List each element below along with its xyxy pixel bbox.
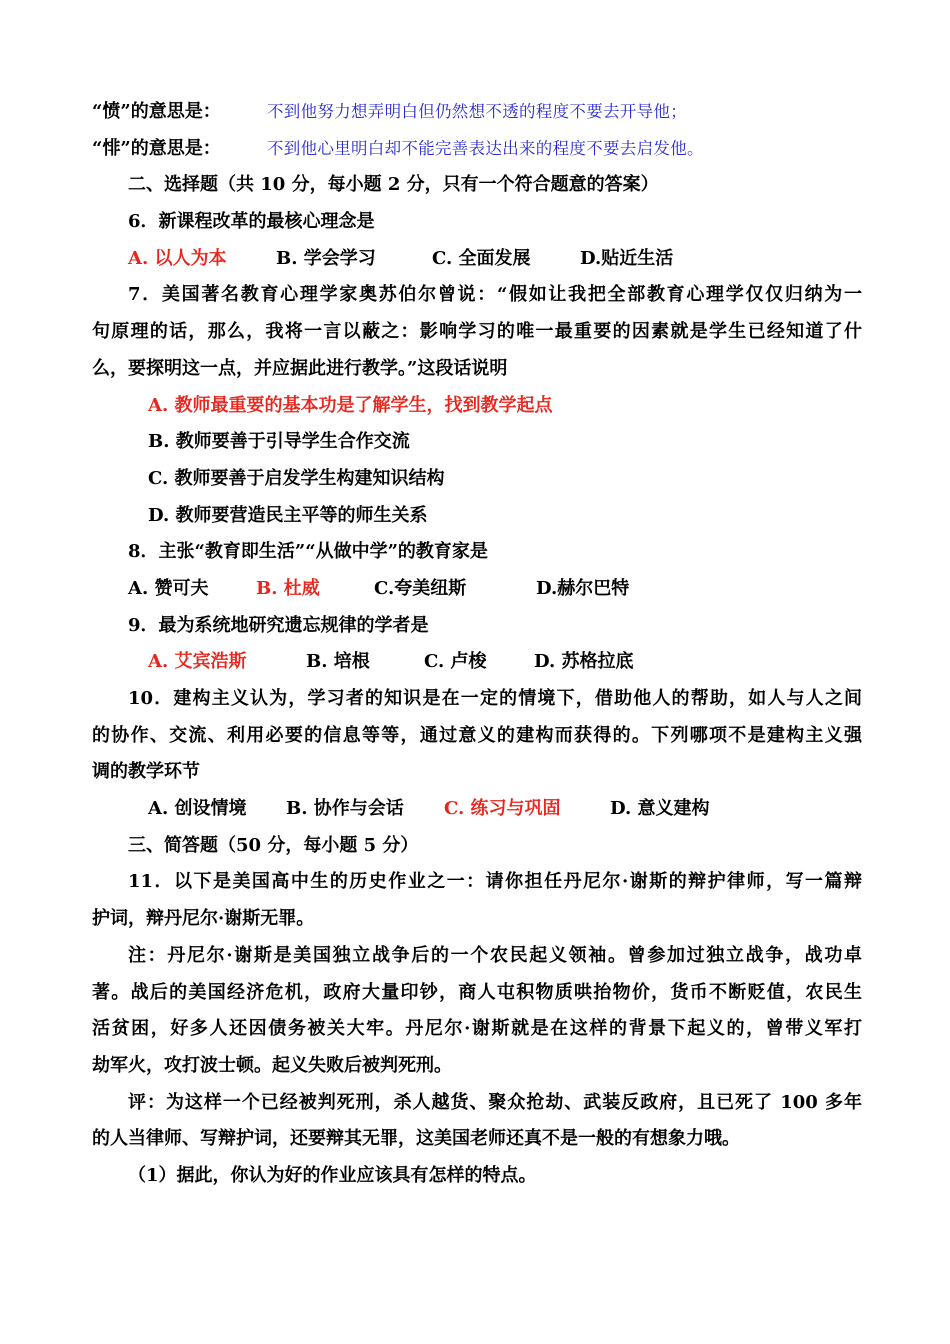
- option-d: D. 教师要营造民主平等的师生关系: [148, 504, 428, 526]
- question-stem-line: 么，要探明这一点，并应据此进行教学。”这段话说明: [92, 357, 508, 379]
- sub-question: （1）据此，你认为好的作业应该具有怎样的特点。: [128, 1164, 537, 1186]
- option-b: B. 培根: [306, 651, 370, 673]
- exam-page: [92, 94, 862, 1195]
- question-stem-line: 调的教学环节: [92, 761, 200, 783]
- option-d: D.贴近生活: [580, 247, 674, 269]
- option-b: B. 杜威: [256, 577, 320, 599]
- option-c: C.夸美纽斯: [374, 577, 467, 599]
- section-title: 三、简答题（50 分，每小题 5 分）: [128, 834, 419, 856]
- option-a: A. 艾宾浩斯: [148, 651, 247, 673]
- option-c: C. 全面发展: [432, 247, 531, 269]
- option-row: [92, 791, 862, 828]
- section-title: 二、选择题（共 10 分，每小题 2 分，只有一个符合题意的答案）: [128, 174, 659, 196]
- option-a: A. 赞可夫: [128, 577, 209, 599]
- note-line: 活贫困，好多人还因债务被关大牢。丹尼尔·谢斯就是在这样的背景下起义的，曾带义军打: [92, 1018, 862, 1040]
- note-paragraph: 注：丹尼尔·谢斯是美国独立战争后的一个农民起义领袖。曾参加过独立战争，战功卓: [128, 944, 862, 966]
- question-stem: 11．以下是美国高中生的历史作业之一：请你担任丹尼尔·谢斯的辩护律师，写一篇辩: [128, 871, 862, 893]
- note-line: 劫军火，攻打波士顿。起义失败后被判死刑。: [92, 1054, 452, 1076]
- definition-answer: 不到他心里明白却不能完善表达出来的程度不要去启发他。: [267, 138, 704, 158]
- option-d: D. 苏格拉底: [534, 651, 634, 673]
- question-stem-line: 句原理的话，那么，我将一言以蔽之：影响学习的唯一最重要的因素就是学生已经知道了什: [92, 321, 862, 343]
- comment-paragraph: 评：为这样一个已经被判死刑，杀人越货、聚众抢劫、武装反政府，且已死了 100 多年: [128, 1091, 862, 1113]
- question-stem: 6．新课程改革的最核心理念是: [128, 211, 375, 233]
- definition-answer: 不到他努力想弄明白但仍然想不透的程度不要去开导他；: [267, 102, 687, 121]
- option-row: [92, 571, 862, 608]
- option-a: A. 以人为本: [128, 247, 227, 269]
- option-d: D. 意义建构: [610, 798, 710, 820]
- option-a: A. 教师最重要的基本功是了解学生，找到教学起点: [148, 394, 553, 416]
- comment-line: 的人当律师、写辩护词，还要辩其无罪，这美国老师还真不是一般的有想象力哦。: [92, 1128, 740, 1150]
- option-row: [92, 644, 862, 681]
- option-b: B. 协作与会话: [286, 798, 404, 820]
- option-a: A. 创设情境: [148, 798, 247, 820]
- option-c: C. 教师要善于启发学生构建知识结构: [148, 467, 445, 489]
- question-stem-line: 护词，辩丹尼尔·谢斯无罪。: [92, 908, 315, 930]
- definition-line: [92, 94, 862, 131]
- definition-label: “悱”的意思是：: [92, 137, 221, 159]
- option-c: C. 卢梭: [424, 651, 487, 673]
- option-row: [92, 241, 862, 278]
- note-line: 著。战后的美国经济危机，政府大量印钞，商人屯积物质哄抬物价，货币不断贬值，农民生: [92, 981, 862, 1003]
- question-stem-line: 的协作、交流、利用必要的信息等等，通过意义的建构而获得的。下列哪项不是建构主义强: [92, 724, 862, 746]
- option-c: C. 练习与巩固: [444, 798, 561, 820]
- option-b: B. 学会学习: [276, 247, 376, 269]
- question-stem: 8．主张“教育即生活”“从做中学”的教育家是: [128, 541, 488, 563]
- question-stem: 10．建构主义认为，学习者的知识是在一定的情境下，借助他人的帮助，如人与人之间: [128, 688, 862, 709]
- option-d: D.赫尔巴特: [536, 577, 630, 599]
- question-stem: 9．最为系统地研究遗忘规律的学者是: [128, 614, 429, 636]
- question-stem: 7．美国著名教育心理学家奥苏伯尔曾说：“假如让我把全部教育心理学仅仅归纳为一: [128, 284, 862, 306]
- option-b: B. 教师要善于引导学生合作交流: [148, 431, 410, 453]
- definition-line: [92, 131, 862, 168]
- definition-label: “愤”的意思是：: [92, 101, 221, 122]
